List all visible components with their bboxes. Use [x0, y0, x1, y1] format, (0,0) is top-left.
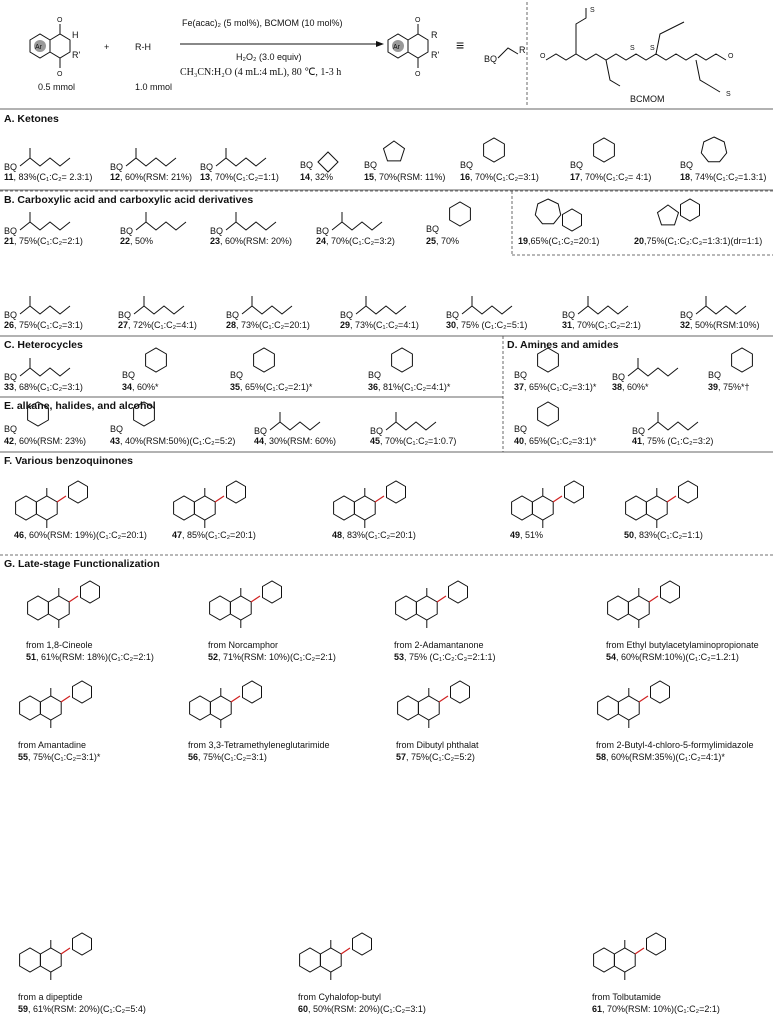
compound-yield: ,65%(C₁:C₂=20:1) [528, 236, 600, 246]
svg-text:BQ: BQ [316, 226, 330, 236]
compound-yield: , 60%(RSM: 21%) [120, 172, 193, 182]
compound-caption [4, 172, 92, 182]
compound-caption [200, 172, 279, 182]
product-ar-label: Ar [393, 44, 400, 51]
svg-text:BQ: BQ [4, 372, 18, 382]
compound-yield: , 60%(RSM: 20%) [220, 236, 293, 246]
structure-12 [110, 148, 176, 172]
section-c-title: C. Heterocycles [4, 339, 83, 351]
structure-51 [28, 581, 100, 628]
compound-yield: , 73%(C₁:C₂=20:1) [236, 320, 310, 330]
structure-18 [680, 137, 727, 170]
compound-caption [514, 436, 597, 446]
bcmom-ligand [540, 7, 734, 104]
compound-number: 22 [120, 236, 131, 246]
section-e-title: E. alkane, halides, and alcohol [4, 400, 156, 412]
compound-yield: , 70%(RSM: 11%) [374, 172, 446, 182]
compound-caption [570, 172, 651, 182]
compound-number: 18 [680, 172, 691, 182]
compound-caption [606, 652, 739, 662]
compound-number: 40 [514, 436, 525, 446]
svg-text:BQ: BQ [680, 310, 694, 320]
compound-number: 53 [394, 652, 405, 662]
compound-caption [172, 530, 256, 540]
compound-number: 54 [606, 652, 617, 662]
compound-yield: , 50%(RSM: 20%)(C₁:C₂=3:1) [308, 1004, 426, 1014]
structure-27 [118, 296, 184, 320]
rprime-label: R' [72, 50, 81, 60]
compound-caption [208, 652, 336, 662]
condition-catalyst: Fe(acac)₂ (5 mol%), BCMOM (10 mol%) [182, 18, 343, 28]
svg-text:BQ: BQ [110, 162, 124, 172]
svg-text:BQ: BQ [446, 310, 460, 320]
structure-31 [562, 296, 628, 320]
compound-caption [18, 752, 101, 762]
compound-number: 28 [226, 320, 237, 330]
compound-yield: , 65%(C₁:C₂=3:1)* [524, 382, 597, 392]
section-f-title: F. Various benzoquinones [4, 455, 133, 467]
compound-caption [26, 652, 154, 662]
compound-yield: , 74%(C₁:C₂=1.3:1) [690, 172, 767, 182]
compound-number: 50 [624, 530, 635, 540]
structure-35 [230, 348, 274, 380]
compound-caption [226, 320, 310, 330]
compound-yield: , 40%(RSM:50%)(C₁:C₂=5:2) [120, 436, 236, 446]
compound-number: 59 [18, 1004, 29, 1014]
compound-number: 31 [562, 320, 573, 330]
compound-caption [634, 236, 762, 246]
compound-yield: , 61%(RSM: 20%)(C₁:C₂=5:4) [28, 1004, 146, 1014]
compound-yield: , 60%* [132, 382, 159, 392]
structure-41 [632, 412, 698, 436]
compound-yield: , 68%(C₁:C₂=3:1) [14, 382, 83, 392]
compound-yield: , 75%(C₁:C₂=3:1) [198, 752, 267, 762]
compound-number: 20 [634, 236, 645, 246]
compound-number: 38 [612, 382, 623, 392]
compound-number: 14 [300, 172, 311, 182]
structure-13 [200, 148, 266, 172]
structure-47 [174, 481, 246, 528]
compound-caption [4, 436, 86, 446]
compound-yield: , 65%(C₁:C₂=3:1)* [524, 436, 597, 446]
svg-text:BQ: BQ [230, 370, 244, 380]
compound-yield: , 75%(C₁:C₂=2:1) [14, 236, 83, 246]
compound-caption [394, 652, 496, 662]
svg-text:BQ: BQ [514, 370, 528, 380]
compound-yield: , 70%(RSM: 10%)(C₁:C₂=2:1) [602, 1004, 720, 1014]
quinone-amount: 0.5 mmol [38, 82, 76, 92]
svg-text:BQ: BQ [612, 372, 626, 382]
compound-yield: , 60%(RSM: 23%) [14, 436, 87, 446]
structure-61 [594, 933, 666, 980]
compound-source: from Tolbutamide [592, 992, 661, 1002]
compound-caption [340, 320, 419, 330]
compound-caption [680, 320, 760, 330]
compound-number: 49 [510, 530, 521, 540]
compound-caption [122, 382, 159, 392]
compound-caption [14, 530, 147, 540]
compound-yield: , 32% [310, 172, 334, 182]
structure-24 [316, 212, 382, 236]
compound-number: 48 [332, 530, 343, 540]
structure-56 [190, 681, 262, 728]
compound-caption [332, 530, 416, 540]
structure-20 [658, 199, 700, 225]
compound-number: 44 [254, 436, 265, 446]
compound-caption [316, 236, 395, 246]
h-label: H [72, 30, 79, 40]
structure-23 [210, 212, 276, 236]
compound-yield: , 73%(C₁:C₂=4:1) [350, 320, 419, 330]
compound-yield: , 75%(C₁:C₂=3:1)* [28, 752, 101, 762]
structure-22 [120, 212, 186, 236]
compound-number: 55 [18, 752, 29, 762]
svg-text:BQ: BQ [460, 160, 474, 170]
structure-53 [396, 581, 468, 628]
compound-yield: , 85%(C₁:C₂=20:1) [182, 530, 256, 540]
structure-52 [210, 581, 282, 628]
compound-number: 43 [110, 436, 121, 446]
compound-yield: , 70%(C₁:C₂=1:1) [210, 172, 279, 182]
svg-text:BQ: BQ [340, 310, 354, 320]
compound-source: from a dipeptide [18, 992, 83, 1002]
compound-number: 12 [110, 172, 121, 182]
compound-caption [4, 236, 83, 246]
compound-caption [596, 752, 725, 762]
compound-yield: , 60%* [622, 382, 649, 392]
structure-19 [535, 199, 581, 231]
compound-caption [4, 320, 83, 330]
compound-number: 45 [370, 436, 381, 446]
compound-source: from 1,8-Cineole [26, 640, 93, 650]
compound-yield: , 70%(C₁:C₂= 4:1) [580, 172, 652, 182]
compound-number: 16 [460, 172, 471, 182]
svg-text:BQ: BQ [364, 160, 378, 170]
compound-yield: , 50% [130, 236, 154, 246]
structure-46 [16, 481, 88, 528]
compound-source: from Norcamphor [208, 640, 279, 650]
svg-text:S: S [630, 45, 635, 52]
structure-33 [4, 358, 70, 382]
svg-text:BQ: BQ [514, 424, 528, 434]
compound-yield: , 71%(RSM: 10%)(C₁:C₂=2:1) [218, 652, 336, 662]
structure-38 [612, 358, 678, 382]
svg-text:S: S [590, 7, 595, 14]
structure-11 [4, 148, 70, 172]
structure-40 [514, 402, 558, 434]
compound-yield: , 30%(RSM: 60%) [264, 436, 337, 446]
compound-source: from 2-Butyl-4-chloro-5-formylimidazole [596, 740, 754, 750]
compound-caption [118, 320, 197, 330]
structure-55 [20, 681, 92, 728]
compound-caption [120, 236, 153, 246]
compound-number: 42 [4, 436, 15, 446]
compound-yield: , 50%(RSM:10%) [690, 320, 760, 330]
compound-number: 32 [680, 320, 691, 330]
svg-text:BQ: BQ [368, 370, 382, 380]
structure-39 [708, 348, 752, 380]
equivalence-sign: ≡ [456, 37, 465, 53]
compound-yield: , 75%(C₁:C₂=3:1) [14, 320, 83, 330]
svg-text:BQ: BQ [570, 160, 584, 170]
structure-25 [426, 202, 470, 234]
compound-yield: , 61%(RSM: 18%)(C₁:C₂=2:1) [36, 652, 154, 662]
compound-number: 34 [122, 382, 133, 392]
svg-text:BQ: BQ [226, 310, 240, 320]
compound-yield: , 75% (C₁:C₂:C₃=2:1:1) [404, 652, 496, 662]
compound-number: 21 [4, 236, 15, 246]
section-a-title: A. Ketones [4, 113, 59, 125]
svg-text:O: O [415, 17, 421, 24]
reactant-quinone [30, 17, 80, 78]
compound-yield: , 70%(C₁:C₂=1:0.7) [380, 436, 457, 446]
svg-text:S: S [726, 91, 731, 98]
svg-text:BQ: BQ [4, 226, 18, 236]
compound-caption [680, 172, 766, 182]
compound-caption [110, 436, 235, 446]
svg-text:S: S [650, 45, 655, 52]
structure-28 [226, 296, 292, 320]
structure-58 [598, 681, 670, 728]
structure-49 [512, 481, 584, 528]
compound-source: from Cyhalofop-butyl [298, 992, 382, 1002]
structure-34 [122, 348, 166, 380]
compound-number: 58 [596, 752, 607, 762]
compound-number: 60 [298, 1004, 309, 1014]
compound-yield: , 51% [520, 530, 544, 540]
compound-caption [210, 236, 292, 246]
svg-text:BQ: BQ [426, 224, 440, 234]
structure-15 [364, 141, 405, 170]
structure-37 [514, 348, 558, 380]
compound-number: 37 [514, 382, 525, 392]
compound-yield: , 60%(RSM:10%)(C₁:C₂=1.2:1) [616, 652, 739, 662]
compound-caption [632, 436, 713, 446]
compound-caption [18, 1004, 146, 1014]
compound-caption [364, 172, 445, 182]
svg-text:O: O [57, 17, 63, 24]
compound-yield: , 65%(C₁:C₂=2:1)* [240, 382, 313, 392]
compound-number: 13 [200, 172, 211, 182]
scheme-header [0, 2, 773, 109]
section-d-title: D. Amines and amides [507, 339, 619, 351]
compound-caption [396, 752, 475, 762]
compound-yield: , 75% (C₁:C₂=5:1) [456, 320, 528, 330]
compound-captions [4, 172, 766, 1014]
svg-text:BQ: BQ [4, 424, 18, 434]
compound-number: 41 [632, 436, 643, 446]
compound-caption [4, 382, 83, 392]
compound-caption [426, 236, 459, 246]
svg-text:BQ: BQ [632, 426, 646, 436]
compound-source: from 2-Adamantanone [394, 640, 484, 650]
svg-text:BQ: BQ [210, 226, 224, 236]
compound-caption [110, 172, 192, 182]
compound-caption [460, 172, 539, 182]
compound-yield: , 70%(C₁:C₂=3:2) [326, 236, 395, 246]
structure-57 [398, 681, 470, 728]
section-g-title: G. Late-stage Functionalization [4, 558, 160, 570]
compound-caption [624, 530, 703, 540]
svg-text:BQ: BQ [254, 426, 268, 436]
product-r-label: R [431, 30, 438, 40]
compound-caption [514, 382, 597, 392]
structure-14 [300, 152, 338, 172]
structure-29 [340, 296, 406, 320]
compound-caption [254, 436, 336, 446]
compound-yield: , 70%(C₁:C₂=3:1) [470, 172, 539, 182]
svg-text:BQ: BQ [4, 310, 18, 320]
structure-48 [334, 481, 406, 528]
compound-caption [300, 172, 333, 182]
compound-yield: , 70% [436, 236, 460, 246]
compound-yield: , 60%(RSM: 19%)(C₁:C₂=20:1) [24, 530, 147, 540]
compound-yield: , 83%(C₁:C₂=1:1) [634, 530, 703, 540]
compound-number: 35 [230, 382, 241, 392]
compound-number: 36 [368, 382, 379, 392]
svg-text:BQ: BQ [118, 310, 132, 320]
compound-source: from Amantadine [18, 740, 87, 750]
compound-number: 46 [14, 530, 25, 540]
compound-yield: , 75%*† [718, 382, 750, 392]
svg-text:BQ: BQ [120, 226, 134, 236]
compound-number: 23 [210, 236, 221, 246]
structure-32 [680, 296, 746, 320]
compound-number: 26 [4, 320, 15, 330]
compound-number: 29 [340, 320, 351, 330]
compound-number: 61 [592, 1004, 603, 1014]
compound-number: 24 [316, 236, 327, 246]
compound-yield: , 83%(C₁:C₂=20:1) [342, 530, 416, 540]
compound-number: 33 [4, 382, 15, 392]
compound-caption [368, 382, 451, 392]
structure-26 [4, 296, 70, 320]
svg-text:O: O [415, 71, 421, 78]
compound-yield: , 81%(C₁:C₂=4:1)* [378, 382, 451, 392]
compound-number: 39 [708, 382, 719, 392]
compound-number: 47 [172, 530, 183, 540]
compound-caption [510, 530, 543, 540]
structure-16 [460, 138, 504, 170]
compound-caption [298, 1004, 426, 1014]
structure-36 [368, 348, 412, 380]
svg-text:O: O [540, 53, 546, 60]
svg-text:BQ: BQ [370, 426, 384, 436]
compound-yield: , 75% (C₁:C₂=3:2) [642, 436, 714, 446]
compound-yield: , 60%(RSM:35%)(C₁:C₂=4:1)* [606, 752, 725, 762]
rh-amount: 1.0 mmol [135, 82, 173, 92]
svg-text:BQ: BQ [300, 160, 314, 170]
condition-oxidant: H₂O₂ (3.0 equiv) [236, 52, 302, 62]
compound-source: from 3,3-Tetramethyleneglutarimide [188, 740, 330, 750]
condition-solvent: CH₃CN:H₂O (4 mL:4 mL), 80 ℃, 1-3 h [180, 67, 342, 78]
structure-45 [370, 412, 436, 436]
svg-text:BQ: BQ [680, 160, 694, 170]
structure-60 [300, 933, 372, 980]
svg-text:BQ: BQ [110, 424, 124, 434]
compound-number: 17 [570, 172, 581, 182]
compound-caption [612, 382, 649, 392]
svg-text:BQ: BQ [122, 370, 136, 380]
product-rprime-label: R' [431, 50, 440, 60]
svg-text:BQ: BQ [708, 370, 722, 380]
compound-number: 15 [364, 172, 375, 182]
plus-sign: + [104, 42, 110, 52]
compound-caption [518, 236, 599, 246]
bq-r-label: R [519, 45, 526, 55]
svg-text:BQ: BQ [4, 162, 18, 172]
compound-yield: , 75%(C₁:C₂=5:2) [406, 752, 475, 762]
ligand-name: BCMOM [630, 94, 665, 104]
compound-number: 27 [118, 320, 129, 330]
structure-44 [254, 412, 320, 436]
svg-text:BQ: BQ [200, 162, 214, 172]
structure-50 [626, 481, 698, 528]
svg-text:O: O [57, 71, 63, 78]
compound-caption [446, 320, 527, 330]
compound-number: 11 [4, 172, 14, 182]
svg-text:O: O [728, 53, 734, 60]
compound-yield: , 83%(C₁:C₂= 2.3:1) [13, 172, 93, 182]
bq-label: BQ [484, 54, 498, 64]
compound-number: 52 [208, 652, 219, 662]
compound-caption [562, 320, 641, 330]
structure-59 [20, 933, 92, 980]
compound-number: 57 [396, 752, 407, 762]
svg-text:BQ: BQ [562, 310, 576, 320]
structure-30 [446, 296, 512, 320]
compound-number: 51 [26, 652, 37, 662]
compound-caption [370, 436, 456, 446]
structure-21 [4, 212, 70, 236]
compound-yield: , 70%(C₁:C₂=2:1) [572, 320, 641, 330]
compound-number: 56 [188, 752, 199, 762]
compound-source: from Dibutyl phthalat [396, 740, 479, 750]
product-quinone [388, 17, 439, 78]
reactant-ar-label: Ar [35, 44, 42, 51]
compound-yield: , 72%(C₁:C₂=4:1) [128, 320, 197, 330]
compound-yield: ,75%(C₁:C₂:C₃=1:3:1)(dr=1:1) [644, 236, 763, 246]
structure-17 [570, 138, 614, 170]
rh-reagent: R-H [135, 42, 151, 52]
compound-number: 25 [426, 236, 437, 246]
compound-caption [592, 1004, 720, 1014]
structure-54 [608, 581, 680, 628]
compound-number: 19 [518, 236, 529, 246]
compound-source: from Ethyl butylacetylaminopropionate [606, 640, 759, 650]
compound-caption [708, 382, 750, 392]
compound-caption [230, 382, 313, 392]
compound-number: 30 [446, 320, 457, 330]
compound-caption [188, 752, 267, 762]
section-b-title: B. Carboxylic acid and carboxylic acid derivatives [4, 194, 254, 206]
